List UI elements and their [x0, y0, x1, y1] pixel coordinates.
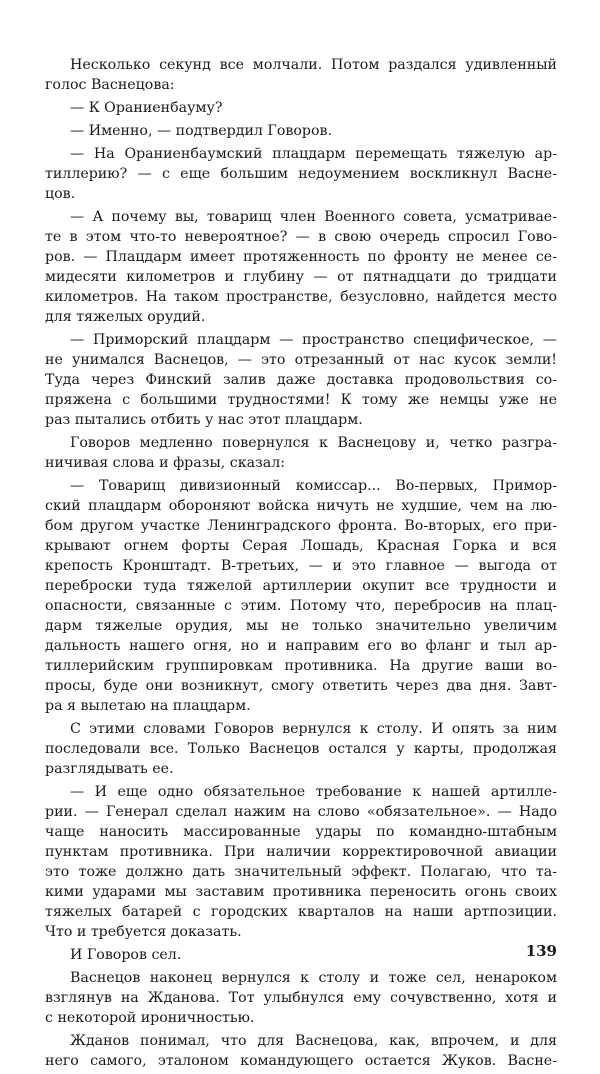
text-line: дальность нашего огня, но и направим его во фланг и тыл ар- [45, 638, 557, 654]
text-line: дарм тяжелые орудия, мы не только значительно увеличим [45, 618, 557, 634]
text-line: — И еще одно обязательное требование к нашей артилле- [70, 784, 557, 800]
text-line: С этими словами Говоров вернулся к столу. И опять за ним [70, 721, 557, 737]
text-line: мидесяти километров и глубину — от пятнадцати до тридцати [45, 269, 557, 285]
text-line: Говоров медленно повернулся к Васнецову и, четко разгра- [70, 435, 557, 451]
text-line: Туда через Финский залив даже доставка продовольствия со- [45, 372, 557, 388]
text-line: разглядывать ее. [45, 761, 174, 777]
paragraph [45, 98, 557, 118]
text-line: — На Ораниенбаумский плацдарм перемещать тяжелую ар- [70, 146, 557, 162]
text-line: крепость Кронштадт. В-третьих, — и это главное — выгода от [45, 558, 557, 574]
text-line: него самого, эталоном командующего остается Жуков. Васне- [45, 1053, 557, 1069]
text-line: это тоже должно дать значительный эффект. Полагаю, что та- [45, 864, 557, 880]
text-line: просы, буде они возникнут, смогу ответить через два дня. Завт- [45, 678, 557, 694]
text-line: ра я вылетаю на плацдарм. [45, 698, 251, 714]
text-line: кими ударами мы заставим противника переносить огонь своих [45, 884, 557, 900]
text-line: — Именно, — подтвердил Говоров. [70, 123, 333, 139]
text-line: взглянув на Жданова. Тот улыбнулся ему сочувственно, хотя и [45, 990, 557, 1006]
paragraph [45, 330, 557, 430]
text-line: пунктам противника. При наличии корректировочной авиации [45, 844, 557, 860]
text-line: переброски туда тяжелой артиллерии окупит все трудности и [45, 578, 557, 594]
text-line: тиллерию? — с еще большим недоумением воскликнул Васне- [45, 166, 557, 182]
paragraph [45, 968, 557, 1028]
text-line: — К Ораниенбауму? [70, 100, 223, 116]
text-line: опасности, связанные с этим. Потому что, перебросив на плац- [45, 598, 557, 614]
text-line: крывают огнем форты Серая Лошадь, Красная Горка и вся [45, 538, 557, 554]
text-line: тиллерийским группировкам противника. На другие ваши во- [45, 658, 557, 674]
book-page-text [45, 55, 557, 1074]
text-line: — Приморский плацдарм — пространство специфическое, — [70, 332, 557, 348]
text-line: И Говоров сел. [70, 947, 182, 963]
paragraph [45, 55, 557, 95]
text-line: — Товарищ дивизионный комиссар... Во-первых, Примор- [70, 478, 557, 494]
text-line: — А почему вы, товарищ член Военного совета, усматривае- [70, 209, 557, 225]
text-line: бом другом участке Ленинградского фронта. Во-вторых, его при- [45, 518, 557, 534]
paragraph [45, 121, 557, 141]
text-line: рии. — Генерал сделал нажим на слово «обязательное». — Надо [45, 804, 557, 820]
text-line: цов. [45, 186, 76, 202]
text-line: голос Васнецова: [45, 77, 175, 93]
paragraph [45, 719, 557, 779]
text-line: с некоторой ироничностью. [45, 1010, 255, 1026]
text-line: не унимался Васнецов, — это отрезанный от нас кусок земли! [45, 352, 557, 368]
paragraph [45, 207, 557, 327]
text-line: раз пытались отбить у нас этот плацдарм. [45, 412, 363, 428]
paragraph [45, 433, 557, 473]
text-line: Жданов понимал, что для Васнецова, как, впрочем, и для [70, 1033, 557, 1049]
text-line: чаще наносить массированные удары по командно-штабным [45, 824, 557, 840]
text-line: ский плацдарм обороняют войска ничуть не худшие, чем на лю- [45, 498, 557, 514]
paragraph [45, 144, 557, 204]
text-line: Несколько секунд все молчали. Потом раздался удивленный [70, 57, 557, 73]
paragraph [45, 476, 557, 716]
text-line: Что и требуется доказать. [45, 924, 242, 940]
text-line: ров. — Плацдарм имеет протяженность по фронту не менее се- [45, 249, 557, 265]
text-line: километров. На таком пространстве, безусловно, найдется место [45, 289, 557, 305]
text-line: те в этом что-то невероятное? — в свою очередь спросил Гово- [45, 229, 557, 245]
paragraph [45, 1031, 557, 1071]
paragraph [45, 782, 557, 942]
text-line: тяжелых батарей с городских кварталов на наши артпозиции. [45, 904, 557, 920]
text-line: последовали все. Только Васнецов остался у карты, продолжая [45, 741, 557, 757]
text-line: пряжена с большими трудностями! К тому же немцы уже не [45, 392, 557, 408]
text-line: для тяжелых орудий. [45, 309, 206, 325]
page-number: 139 [525, 942, 557, 960]
paragraph [45, 945, 557, 965]
text-line: Васнецов наконец вернулся к столу и тоже сел, ненароком [70, 970, 557, 986]
text-line: ничивая слова и фразы, сказал: [45, 455, 286, 471]
